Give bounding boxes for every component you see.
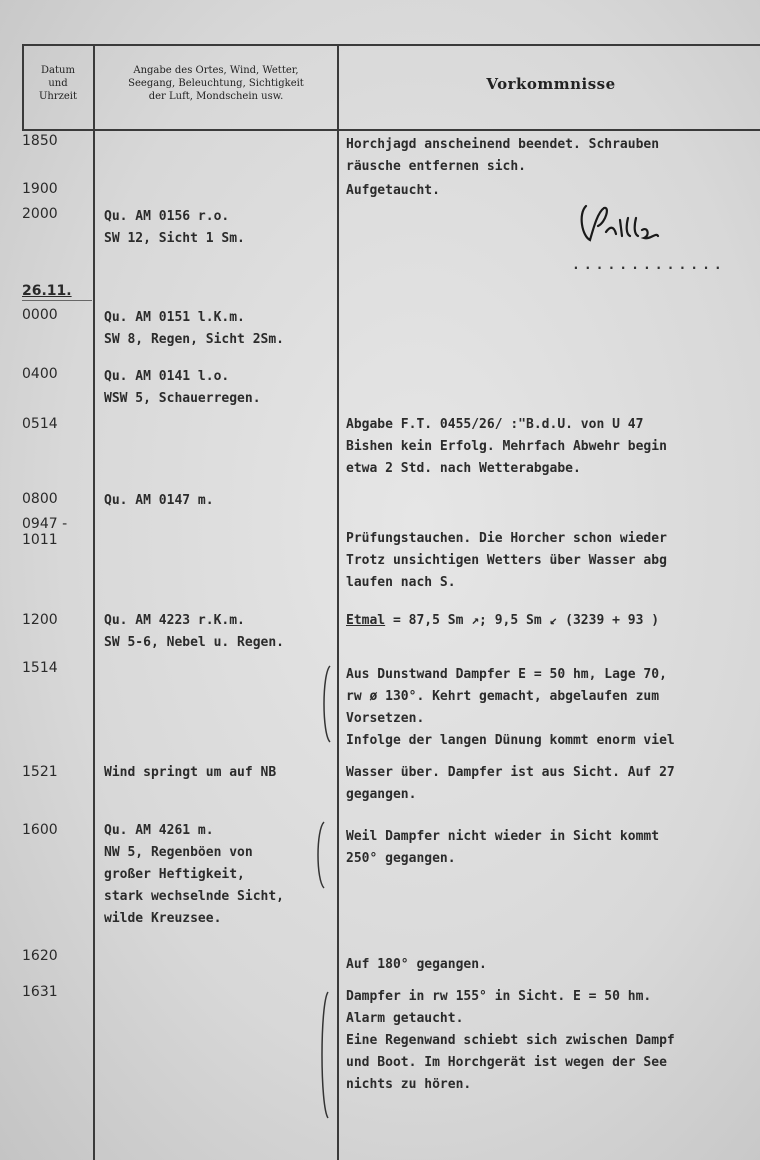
time-1631: 1631 [22, 984, 58, 1000]
time-1850: 1850 [22, 133, 58, 149]
time-0000: 0000 [22, 307, 58, 323]
header-bottom-border [22, 129, 760, 131]
time-0400: 0400 [22, 366, 58, 382]
place-1521: Wind springt um auf NB [104, 765, 277, 780]
place-0400: Qu. AM 0141 l.o. WSW 5, Schauerregen. [104, 369, 261, 406]
event-0514: Abgabe F.T. 0455/26/ :"B.d.U. von U 47 Bishen kein Erfolg. Mehrfach Abwehr begin etwa 2 Std. nach Wetterabgabe. [346, 417, 667, 476]
column-divider-1 [93, 44, 95, 1160]
event-1514: Aus Dunstwand Dampfer E = 50 hm, Lage 70, rw ø 130°. Kehrt gemacht, abgelaufen zum Vorsetzen. Infolge der langen Dünung kommt enorm viel [346, 667, 675, 748]
place-0800: Qu. AM 0147 m. [104, 493, 214, 508]
time-1200: 1200 [22, 612, 58, 628]
time-1521: 1521 [22, 764, 58, 780]
handwritten-signature [576, 196, 686, 256]
column-divider-2 [337, 44, 339, 1160]
date-separator [22, 300, 92, 301]
event-1200-etmal: Etmal = 87,5 Sm ↗; 9,5 Sm ↙ (3239 + 93 ) [346, 613, 660, 628]
table-top-border [22, 44, 760, 46]
event-1850: Horchjagd anscheinend beendet. Schrauben räusche entfernen sich. [346, 137, 660, 174]
place-2000: Qu. AM 0156 r.o. SW 12, Sicht 1 Sm. [104, 209, 245, 246]
time-1514: 1514 [22, 660, 58, 676]
time-2000: 2000 [22, 206, 58, 222]
event-1900: Aufgetaucht. [346, 183, 440, 198]
time-1600: 1600 [22, 822, 58, 838]
header-date-time: Datum und Uhrzeit [38, 65, 78, 102]
event-0947: Prüfungstauchen. Die Horcher schon wieder Trotz unsichtigen Wetters über Wasser abg laufen nach S. [346, 531, 667, 590]
time-0514: 0514 [22, 416, 58, 432]
time-0947-1011: 0947 - 1011 [22, 516, 68, 548]
place-0000: Qu. AM 0151 l.K.m. SW 8, Regen, Sicht 2Sm. [104, 310, 285, 347]
bracket-mark-1631 [316, 990, 330, 1120]
place-1600: Qu. AM 4261 m. NW 5, Regenböen von großer Heftigkeit, stark wechselnde Sicht, wilde Kreuzsee. [104, 823, 285, 926]
time-1620: 1620 [22, 948, 58, 964]
date-26-11: 26.11. [22, 283, 72, 299]
event-1521: Wasser über. Dampfer ist aus Sicht. Auf 27 gegangen. [346, 765, 675, 802]
time-1900: 1900 [22, 181, 58, 197]
time-0800: 0800 [22, 491, 58, 507]
place-1200: Qu. AM 4223 r.K.m. SW 5-6, Nebel u. Regen. [104, 613, 285, 650]
header-location-weather: Angabe des Ortes, Wind, Wetter, Seegang, Beleuchtung, Sichtigkeit der Luft, Mondschein usw. [128, 65, 304, 102]
event-1600: Weil Dampfer nicht wieder in Sicht kommt 250° gegangen. [346, 829, 660, 866]
bracket-mark [318, 664, 332, 744]
signature-dots: ............. [572, 258, 726, 273]
event-1620: Auf 180° gegangen. [346, 957, 487, 972]
event-1631: Dampfer in rw 155° in Sicht. E = 50 hm. Alarm getaucht. Eine Regenwand schiebt sich zwischen Dampf und Boot. Im Horchgerät ist wegen der See nichts zu hören. [346, 989, 675, 1092]
bracket-mark-1600 [312, 820, 326, 890]
header-events: Vorkommnisse [486, 75, 616, 93]
